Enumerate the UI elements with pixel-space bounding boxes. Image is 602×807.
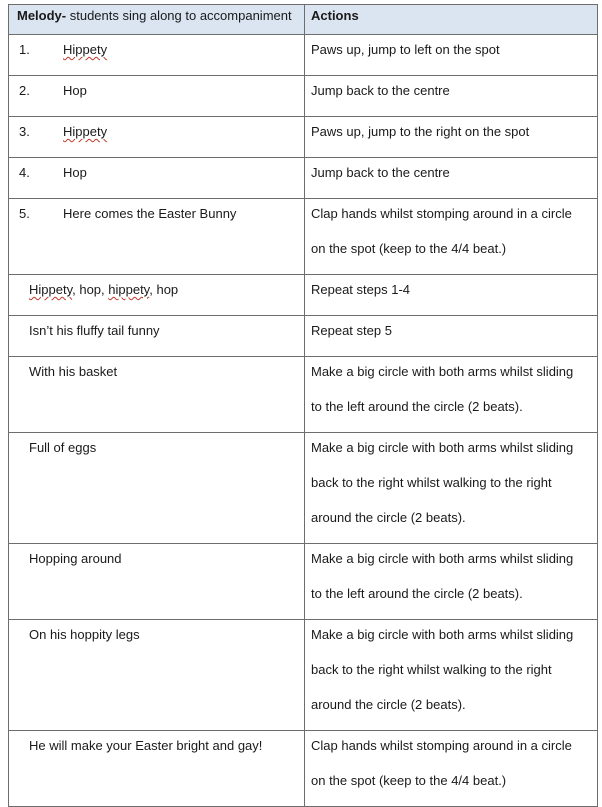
table-row xyxy=(9,199,598,275)
table-row xyxy=(9,731,598,807)
action-line: Paws up, jump to left on the spot xyxy=(311,42,500,57)
lyric-text: Isn’t his fluffy tail funny xyxy=(29,323,160,338)
action-line: Paws up, jump to the right on the spot xyxy=(311,124,530,139)
table-row xyxy=(9,433,598,544)
actions-header-cell xyxy=(305,5,598,35)
action-cell xyxy=(305,199,598,275)
table-row xyxy=(9,275,598,316)
lyric-text: hippety xyxy=(108,282,150,297)
lyric-text: Hopping around xyxy=(29,551,122,566)
action-cell xyxy=(305,433,598,544)
action-line: Make a big circle with both arms whilst sliding xyxy=(311,627,574,642)
lyric-text: Hop xyxy=(63,165,87,180)
lyric-cell xyxy=(9,199,305,275)
table-row xyxy=(9,76,598,117)
lyric-cell xyxy=(9,433,305,544)
lyric-text: Full of eggs xyxy=(29,440,97,455)
action-cell xyxy=(305,117,598,158)
action-line: around the circle (2 beats). xyxy=(311,510,466,525)
action-cell xyxy=(305,357,598,433)
melody-header-text: students sing along to accompaniment xyxy=(66,8,292,23)
action-line: Repeat steps 1-4 xyxy=(311,282,411,297)
action-cell xyxy=(305,620,598,731)
lyric-text: , hop, xyxy=(72,282,109,297)
lyric-text: Hippety xyxy=(63,124,108,139)
table-row xyxy=(9,117,598,158)
action-line: Clap hands whilst stomping around in a circle xyxy=(311,738,572,753)
action-cell xyxy=(305,158,598,199)
lyric-cell xyxy=(9,316,305,357)
lyric-text: With his basket xyxy=(29,364,118,379)
lyric-text: Hop xyxy=(63,83,87,98)
lyric-text: Hippety xyxy=(63,42,108,57)
action-line: Make a big circle with both arms whilst sliding xyxy=(311,440,574,455)
lyric-cell xyxy=(9,35,305,76)
action-line: Make a big circle with both arms whilst sliding xyxy=(311,551,574,566)
action-cell xyxy=(305,35,598,76)
action-line: Make a big circle with both arms whilst sliding xyxy=(311,364,574,379)
table-row xyxy=(9,158,598,199)
lyric-cell xyxy=(9,731,305,807)
table-row xyxy=(9,357,598,433)
melody-header-cell xyxy=(9,5,305,35)
table-row xyxy=(9,620,598,731)
action-cell xyxy=(305,316,598,357)
lyric-cell xyxy=(9,544,305,620)
table-row xyxy=(9,316,598,357)
action-line: Clap hands whilst stomping around in a circle xyxy=(311,206,572,221)
table-row xyxy=(9,35,598,76)
action-line: on the spot (keep to the 4/4 beat.) xyxy=(311,241,507,256)
action-line: back to the right whilst walking to the right xyxy=(311,662,552,677)
action-line: Jump back to the centre xyxy=(311,83,450,98)
action-line: to the left around the circle (2 beats). xyxy=(311,586,523,601)
table-row xyxy=(9,544,598,620)
action-line: to the left around the circle (2 beats). xyxy=(311,399,523,414)
song-actions-table xyxy=(8,4,598,807)
action-cell xyxy=(305,275,598,316)
action-line: around the circle (2 beats). xyxy=(311,697,466,712)
lyric-text: On his hoppity legs xyxy=(29,627,140,642)
lyric-cell xyxy=(9,275,305,316)
step-number: 2. xyxy=(19,83,30,98)
step-number: 1. xyxy=(19,42,30,57)
melody-header-bold: Melody- xyxy=(17,8,67,23)
lyric-text: Hippety xyxy=(29,282,73,297)
lyric-cell xyxy=(9,620,305,731)
lyric-text: Here comes the Easter Bunny xyxy=(63,206,237,221)
step-number: 5. xyxy=(19,206,30,221)
lyric-text: He will make your Easter bright and gay! xyxy=(29,738,263,753)
actions-header-text: Actions xyxy=(311,8,359,23)
action-cell xyxy=(305,731,598,807)
lyric-text: , hop xyxy=(149,282,179,297)
lyric-cell xyxy=(9,357,305,433)
action-line: Jump back to the centre xyxy=(311,165,450,180)
step-number: 3. xyxy=(19,124,30,139)
action-line: on the spot (keep to the 4/4 beat.) xyxy=(311,773,507,788)
action-line: back to the right whilst walking to the right xyxy=(311,475,552,490)
lyric-cell xyxy=(9,76,305,117)
header-row xyxy=(9,5,598,35)
lyric-cell xyxy=(9,158,305,199)
action-cell xyxy=(305,76,598,117)
step-number: 4. xyxy=(19,165,30,180)
action-cell xyxy=(305,544,598,620)
lyric-cell xyxy=(9,117,305,158)
action-line: Repeat step 5 xyxy=(311,323,392,338)
